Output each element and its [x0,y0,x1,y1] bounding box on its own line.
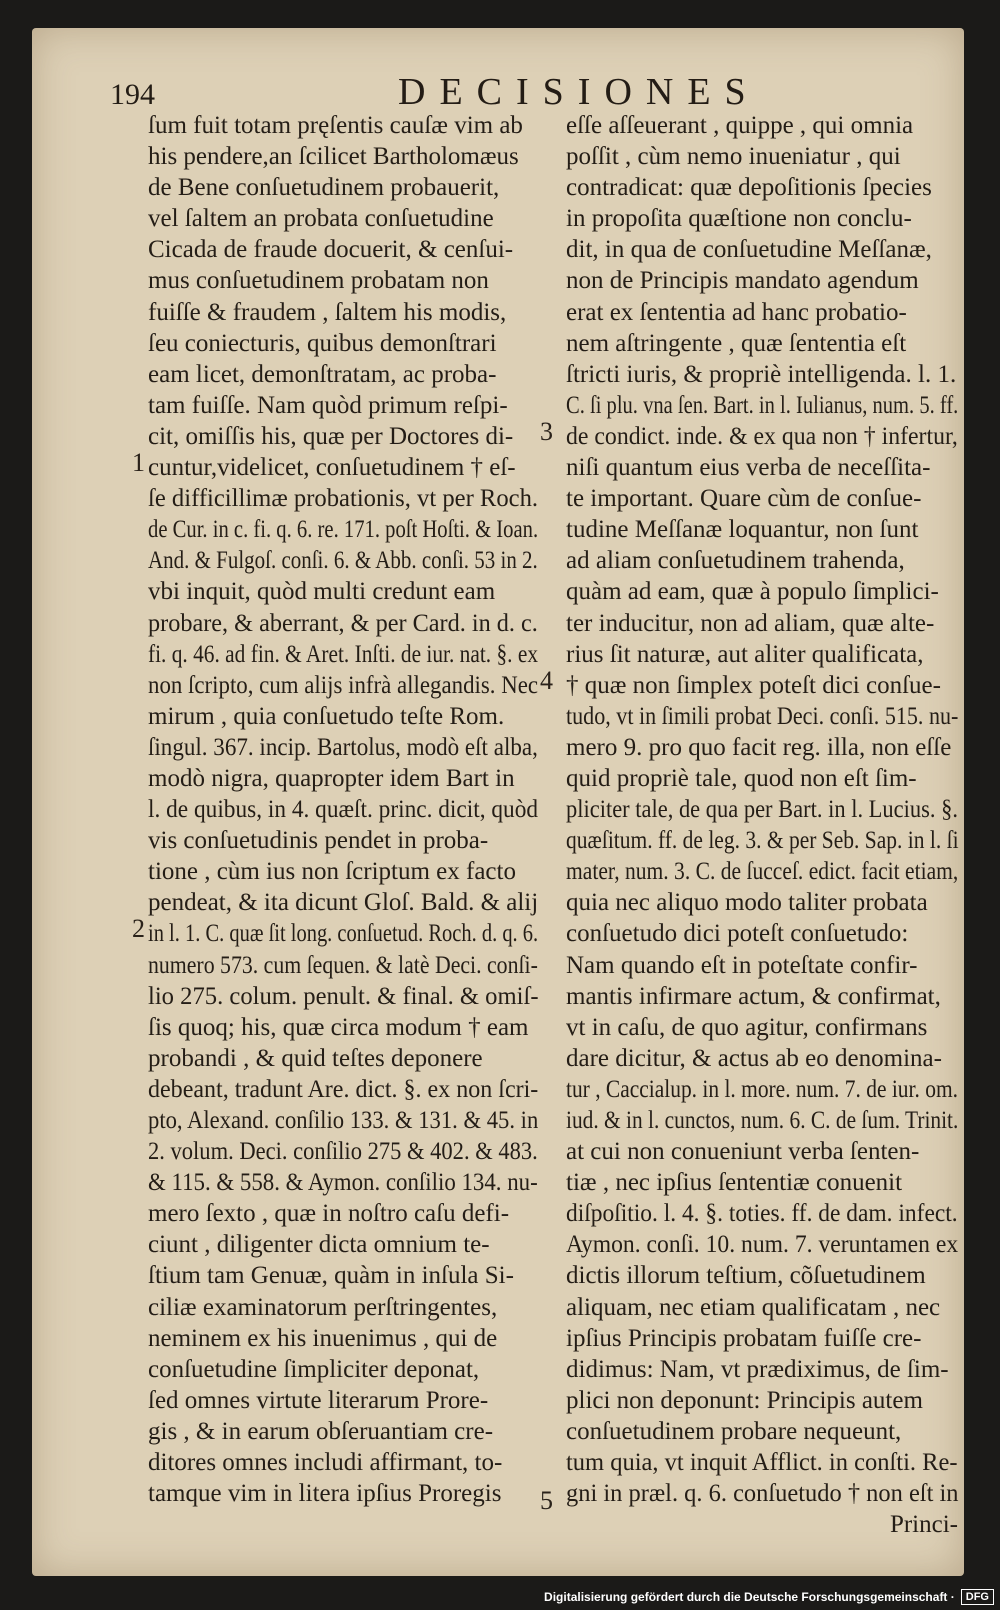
text-line: ſum fuit totam pręſentis cauſæ vim ab [148,112,523,139]
text-line: ipſius Principis probatam fuiſſe cre- [566,1324,922,1352]
text-line: tiæ , nec ipſius ſententiæ conuenit [566,1169,903,1197]
right-text-column [566,110,958,1540]
text-line: ter inducitur, non ad aliam, quæ alte- [566,609,935,637]
text-line: vel ſaltem an probata conſuetudine [148,205,494,233]
text-line: C. ſi plu. vna ſen. Bart. in l. Iulianus, num. 5. ff. [566,391,959,419]
text-line: te important. Quare cùm de conſue- [566,485,922,513]
text-line: quàm ad eam, quæ à populo ſimplici- [566,578,939,606]
text-line: gni in præl. q. 6. conſuetudo † non eſt in [566,1480,959,1508]
text-line: mirum , quia conſuetudo teſte Rom. [148,702,505,730]
text-line: dictis illorum teſtium, cõſuetudinem [566,1262,926,1290]
text-line: quia nec aliquo modo taliter probata [566,889,928,917]
text-line: cuntur,videlicet, conſuetudinem † eſ- [148,454,516,482]
text-line: tione , cùm ius non ſcriptum ex facto [148,858,516,886]
text-line: fi. q. 46. ad fin. & Aret. Inſti. de iur. nat. §. ex [148,640,539,668]
text-line: modò nigra, quapropter idem Bart in [148,764,515,792]
text-line: dare dicitur, & actus ab eo denomina- [566,1044,942,1072]
margin-note-2: 2 [132,914,145,943]
dfg-logo-icon: DFG [961,1589,994,1605]
text-line: vt in caſu, de quo agitur, confirmans [566,1013,928,1041]
margin-note-3: 3 [540,417,553,446]
text-line: quæſitum. ff. de leg. 3. & per Seb. Sap. in l. ſi [566,827,959,855]
text-line: de condict. inde. & ex qua non † infertur, [566,422,958,450]
text-line: diſpoſitio. l. 4. §. toties. ff. de dam. infect. [566,1200,958,1228]
running-head: DECISIONES [398,71,760,113]
text-line: ſtium tam Genuæ, quàm in inſula Si- [148,1262,514,1290]
text-line: Princi- [889,1511,958,1539]
text-line: aliquam, nec etiam qualificatam , nec [566,1293,941,1321]
text-line: at cui non conueniunt verba ſenten- [566,1138,920,1166]
digitization-footer [544,1589,994,1605]
text-line: And. & Fulgoſ. conſi. 6. & Abb. conſi. 53 in 2. [148,547,538,575]
text-line: mater, num. 3. C. de ſucceſ. edict. facit etiam, [566,858,959,886]
text-line: in propoſita quæſtione non conclu- [566,205,912,233]
text-line: probare, & aberrant, & per Card. in d. c. [148,609,538,637]
text-line: mero 9. pro quo facit reg. illa, non eſſe [566,733,952,761]
text-line: pto, Alexand. conſilio 133. & 131. & 45. in [148,1107,539,1134]
text-line: conſuetudine ſimpliciter deponat, [148,1355,480,1383]
text-line: gis , & in earum obſeruantiam cre- [148,1417,494,1445]
text-line: pendeat, & ita dicunt Gloſ. Bald. & alij [148,889,539,917]
text-line: poſſit , cùm nemo inueniatur , qui [566,143,901,171]
text-line: ditores omnes includi affirmant, to- [148,1449,503,1477]
text-line: 2. volum. Deci. conſilio 275 & 402. & 483. [148,1138,538,1166]
text-line: lio 275. colum. penult. & final. & omiſ- [148,982,539,1010]
text-line: non ſcripto, cum alijs infrà allegandis. Nec [148,671,539,699]
text-line: tamque vim in litera ipſius Proregis [148,1480,502,1508]
text-line: ſis quoq; his, quæ circa modum † eam [148,1013,529,1041]
text-line: mero ſexto , quæ in noſtro caſu defi- [148,1200,510,1228]
text-line: tudine Meſſanæ loquantur, non ſunt [566,516,919,544]
text-line: didimus: Nam, vt prædiximus, de ſim- [566,1355,949,1383]
text-line: ad aliam conſuetudinem trahenda, [566,547,905,575]
text-line: conſuetudo dici poteſt conſuetudo: [566,920,909,948]
text-line: mus conſuetudinem probatam non [148,267,489,295]
text-line: in l. 1. C. quæ ſit long. conſuetud. Roch. d. q. 6. [148,920,539,948]
page-number: 194 [110,78,155,111]
text-line: eam licet, demonſtratam, ac proba- [148,360,497,388]
text-line: pliciter tale, de qua per Bart. in l. Lucius. §. [566,796,958,824]
footer-credit-text: Digitalisierung gefördert durch die Deutsche Forschungsgemeinschaft · [544,1590,955,1604]
text-line: Nam quando eſt in poteſtate confir- [566,951,918,979]
text-line: contradicat: quæ depoſitionis ſpecies [566,174,932,202]
text-line: ſed omnes virtute literarum Prore- [148,1386,489,1414]
text-line: conſuetudinem probare nequeunt, [566,1417,902,1445]
text-line: tum quia, vt inquit Afflict. in conſti. Re- [566,1449,958,1477]
text-line: tudo, vt in ſimili probat Deci. conſi. 515. nu- [566,702,959,730]
text-line: erat ex ſententia ad hanc probatio- [566,298,907,326]
text-line: ſtricti iuris, & propriè intelligenda. l. 1. [566,360,957,388]
text-line: iud. & in l. cunctos, num. 6. C. de ſum. Trinit. [566,1107,959,1134]
text-line: Cicada de fraude docuerit, & cenſui- [148,236,514,264]
text-line: tur , Caccialup. in l. more. num. 7. de iur. om. [566,1075,958,1103]
text-line: l. de quibus, in 4. quæſt. princ. dicit, quòd [148,796,539,824]
text-line: fuiſſe & fraudem , ſaltem his modis, [148,298,507,326]
text-line: eſſe aſſeuerant , quippe , qui omnia [566,112,914,139]
text-line: vis conſuetudinis pendet in proba- [148,827,489,855]
text-line: nem aſtringente , quæ ſententia eſt [566,329,907,357]
left-text-column [148,110,538,1509]
text-line: vbi inquit, quòd multi credunt eam [148,578,496,606]
text-line: ſe difficillimæ probationis, vt per Roch. [148,485,539,513]
text-line: rius ſit naturæ, aut aliter qualificata, [566,640,924,668]
text-line: ſingul. 367. incip. Bartolus, modò eſt alba, [148,733,538,761]
text-line: mantis infirmare actum, & confirmat, [566,982,941,1010]
text-line: debeant, tradunt Are. dict. §. ex non ſcri- [148,1075,539,1103]
text-line: non de Principis mandato agendum [566,267,919,295]
text-line: de Cur. in c. fi. q. 6. re. 171. poſt Hoſti. & Ioan. [148,516,539,544]
text-line: plici non deponunt: Principis autem [566,1386,923,1414]
text-line: tam fuiſſe. Nam quòd primum reſpi- [148,391,508,419]
text-line: probandi , & quid teſtes deponere [148,1044,483,1072]
text-line: ciliæ examinatorum perſtringentes, [148,1293,498,1321]
margin-note-1: 1 [132,448,145,477]
text-line: † quæ non ſimplex poteſt dici conſue- [566,671,941,699]
margin-note-4: 4 [540,666,553,695]
text-line: niſi quantum eius verba de neceſſita- [566,454,931,482]
text-line: numero 573. cum ſequen. & latè Deci. conſi- [148,951,538,979]
text-line: Aymon. conſi. 10. num. 7. veruntamen ex [566,1231,959,1259]
text-line: dit, in qua de conſuetudine Meſſanæ, [566,236,932,264]
text-line: his pendere,an ſcilicet Bartholomæus [148,143,519,171]
text-line: & 115. & 558. & Aymon. conſilio 134. nu- [148,1169,538,1197]
text-line: neminem ex his inuenimus , qui de [148,1324,498,1352]
text-line: ſeu coniecturis, quibus demonſtrari [148,329,497,357]
text-line: cit, omiſſis his, quæ per Doctores di- [148,422,514,450]
margin-note-5: 5 [540,1486,553,1515]
text-line: quid propriè tale, quod non eſt ſim- [566,764,917,792]
text-line: ciunt , diligenter dicta omnium te- [148,1231,490,1259]
text-line: de Bene conſuetudinem probauerit, [148,174,500,202]
